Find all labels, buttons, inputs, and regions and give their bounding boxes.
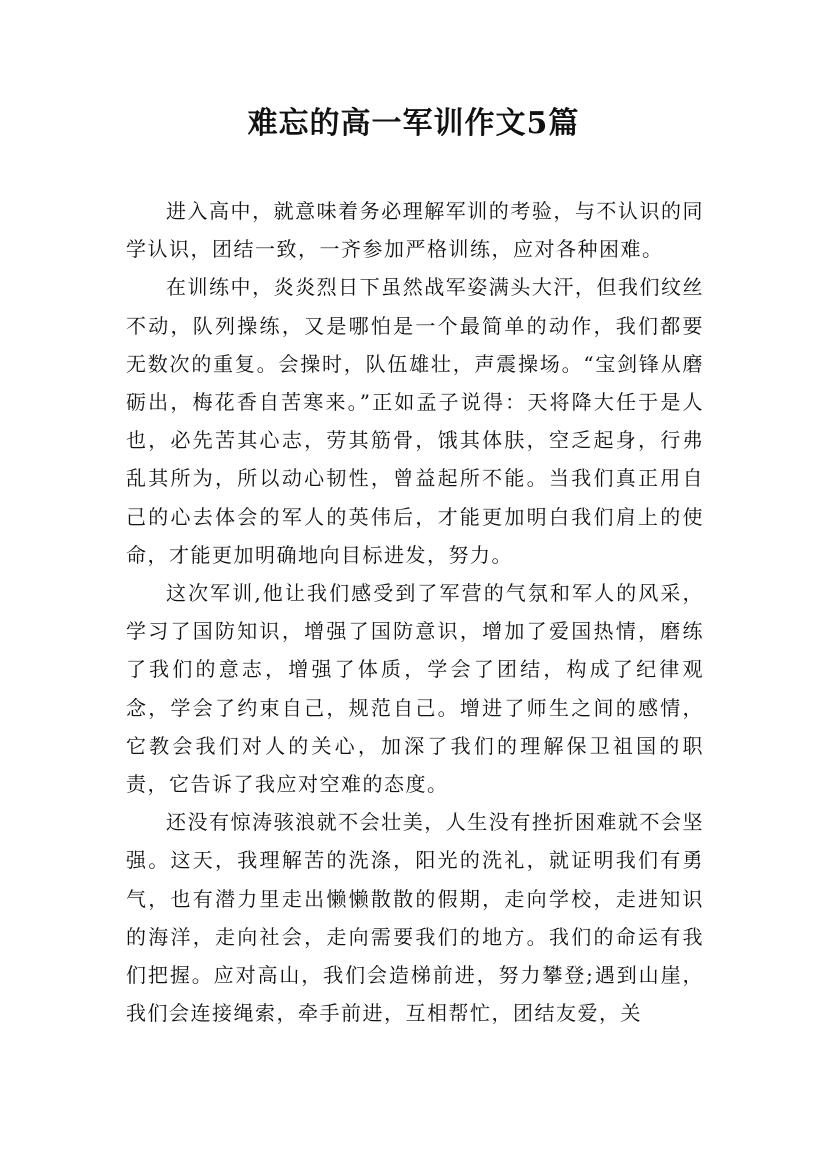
document-body: [126, 192, 704, 1032]
document-title: 难忘的高一军训作文5篇: [247, 106, 580, 141]
paragraph-1: 进入高中，就意味着务必理解军训的考验，与不认识的同学认识，团结一致，一齐参加严格训练，应对各种困难。: [126, 199, 704, 262]
paragraph-2: 在训练中，炎炎烈日下虽然战军姿满头大汗，但我们纹丝不动，队列操练，又是哪怕是一个最简单的动作，我们都要无数次的重复。会操时，队伍雄壮，声震操场。“宝剑锋从磨砺出，梅花香自苦寒来。”正如孟子说得：天将降大任于是人也，必先苦其心志，劳其筋骨，饿其体肤，空乏起身，行弗乱其所为，所以动心韧性，曾益起所不能。当我们真正用自己的心去体会的军人的英伟后，才能更加明白我们肩上的使命，才能更加明确地向目标进发，努力。: [126, 275, 704, 567]
paragraph-4: 还没有惊涛骇浪就不会壮美，人生没有挫折困难就不会坚强。这天，我理解苦的洗涤，阳光的洗礼，就证明我们有勇气，也有潜力里走出懒懒散散的假期，走向学校，走进知识的海洋，走向社会，走向需要我们的地方。我们的命运有我们把握。应对高山，我们会造梯前进，努力攀登;遇到山崖，我们会连接绳索，牵手前进，互相帮忙，团结友爱，关: [126, 810, 704, 1026]
paragraph-3: 这次军训,他让我们感受到了军营的气氛和军人的风采，学习了国防知识，增强了国防意识，增加了爱国热情，磨练了我们的意志，增强了体质，学会了团结，构成了纪律观念，学会了约束自己，规范自己。增进了师生之间的感情，它教会我们对人的关心，加深了我们的理解保卫祖国的职责，它告诉了我应对空难的态度。: [126, 581, 704, 797]
